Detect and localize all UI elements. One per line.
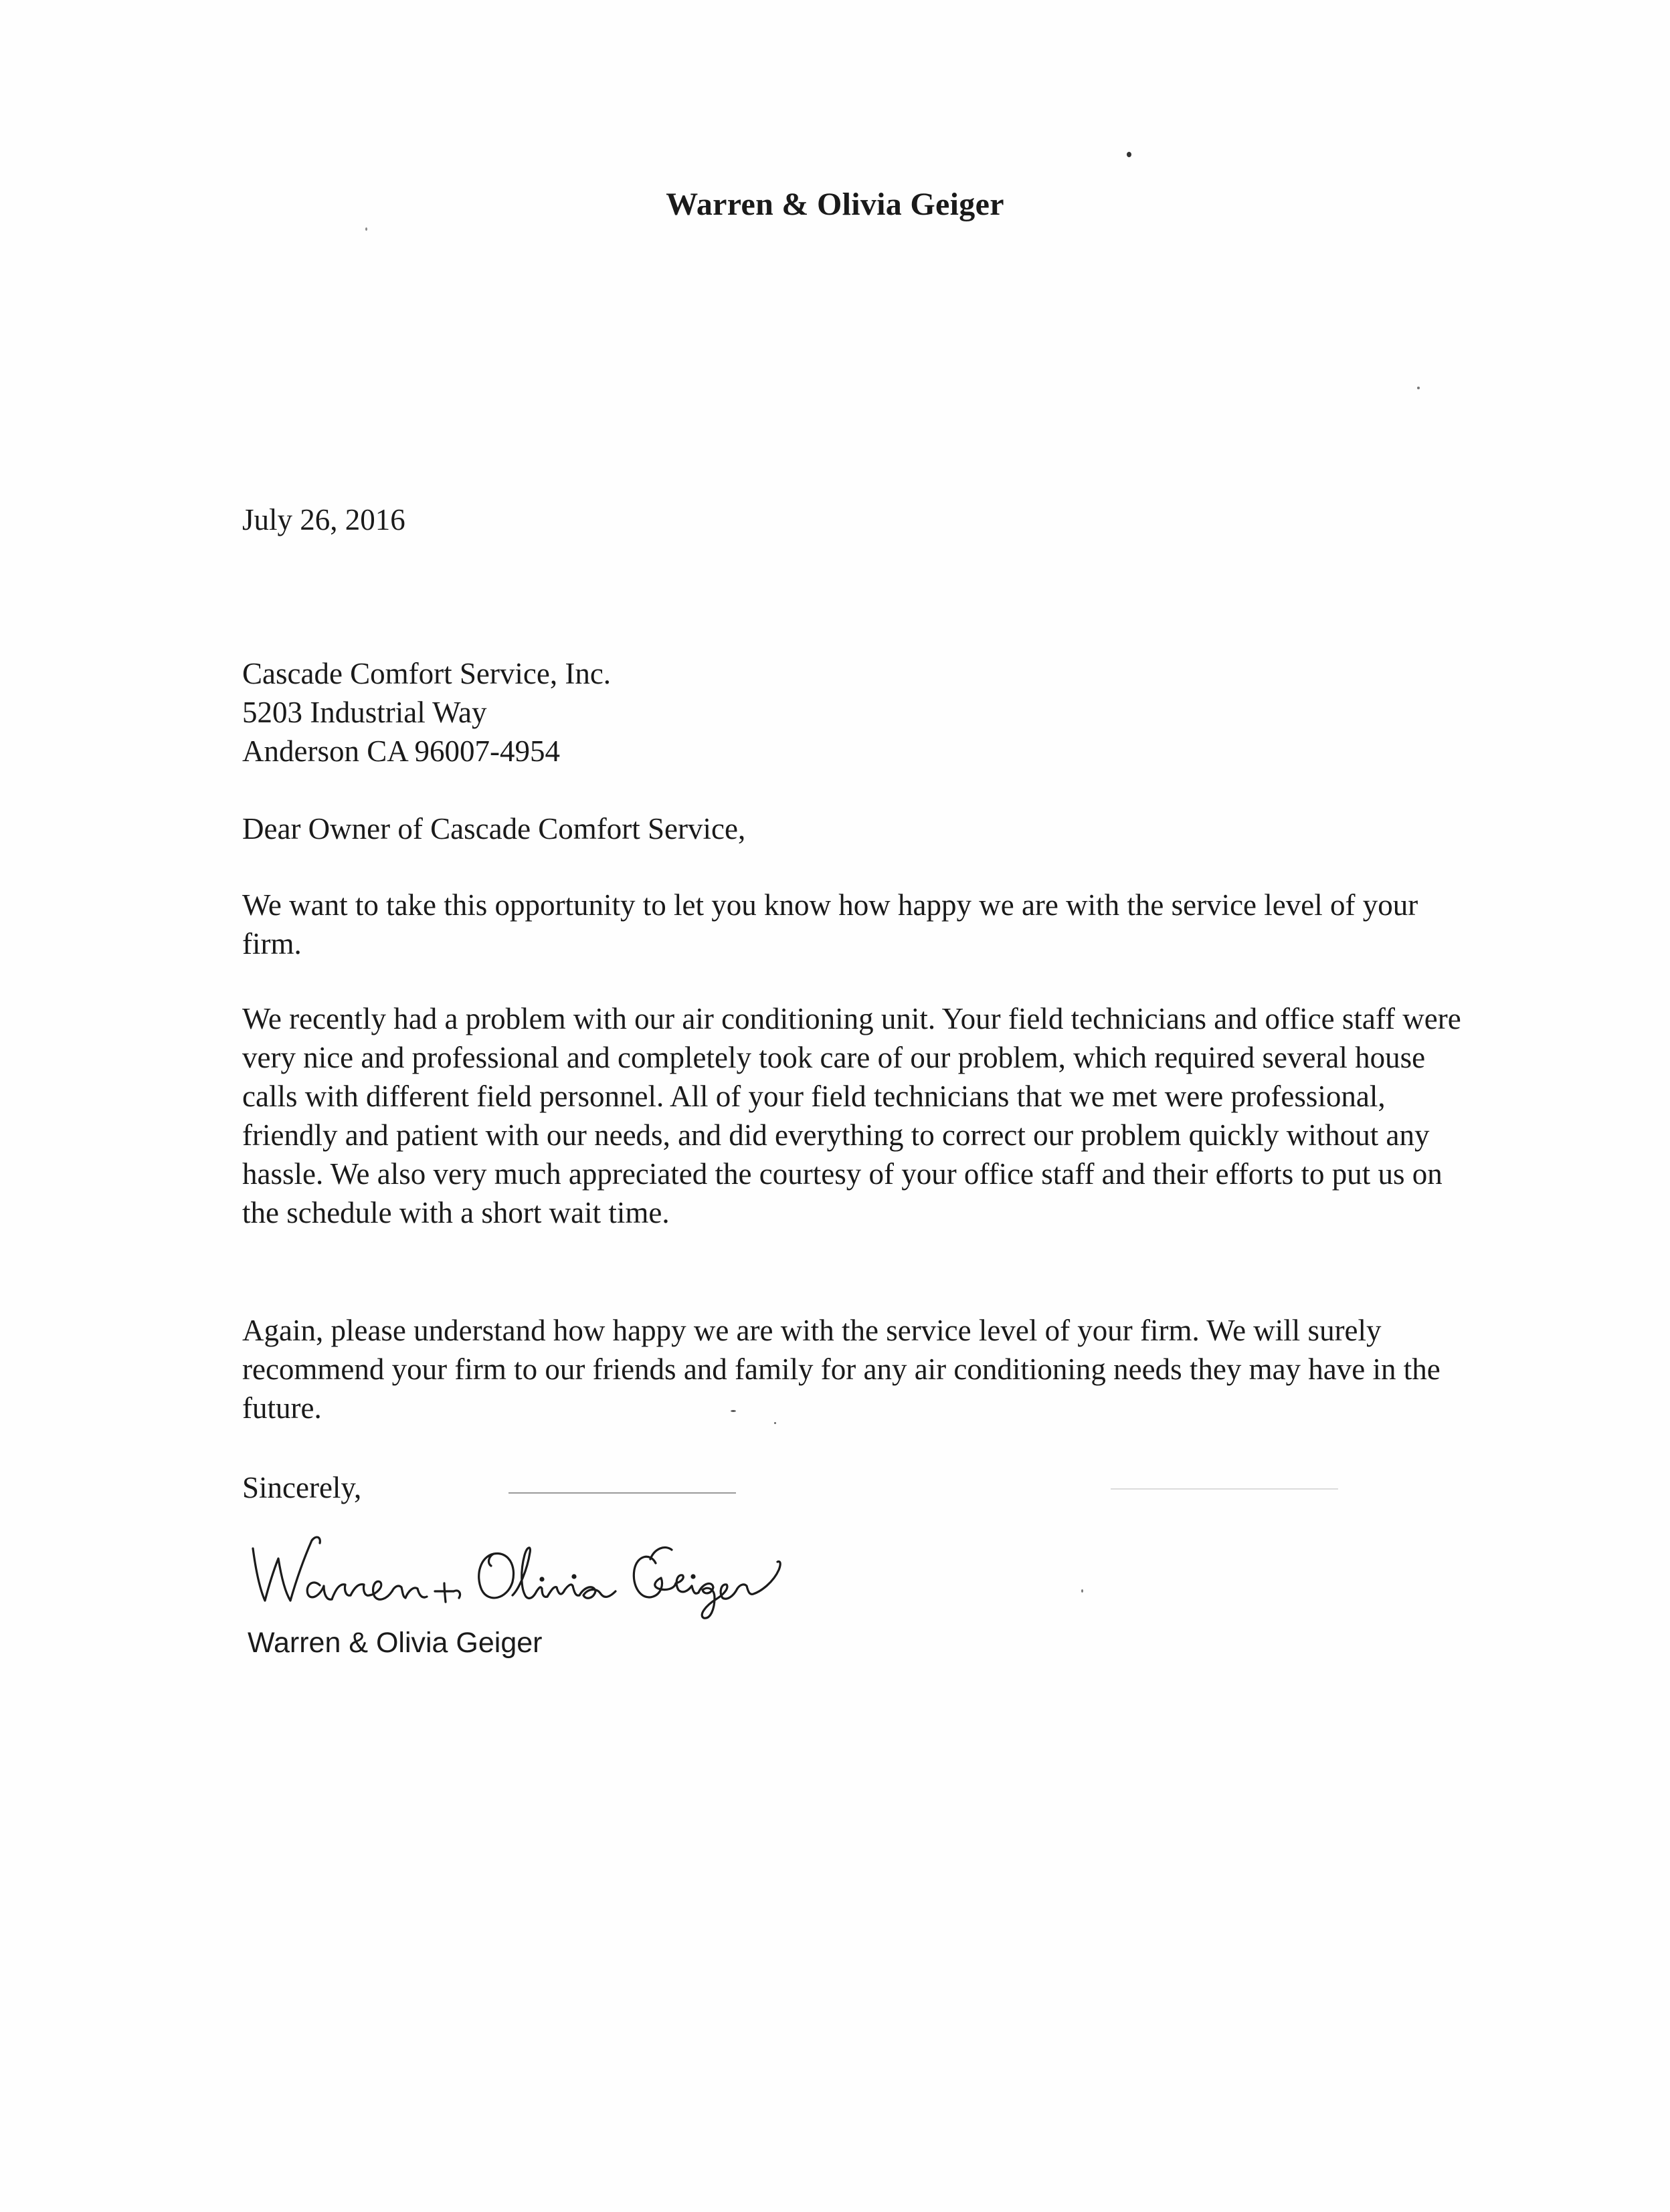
recipient-city-state-zip: Anderson CA 96007-4954 [242, 734, 560, 768]
printed-signer-name: Warren & Olivia Geiger [248, 1627, 543, 1659]
recipient-address [242, 654, 1467, 771]
scan-speck [774, 1422, 776, 1424]
paragraph-details: We recently had a problem with our air conditioning unit. Your field technicians and office staff were very nice and professional and completely took care of our problem, which required several house calls with different field personnel. All of your field technicians that we met were professional, friendly and patient with our needs, and did everything to correct our problem quickly without any hassle. We also very much appreciated the courtesy of your office staff and their efforts to put us on the schedule with a short wait time. [242, 1002, 1461, 1229]
salutation: Dear Owner of Cascade Comfort Service, [242, 812, 746, 845]
handwritten-signature [246, 1522, 822, 1622]
scan-speck [1417, 387, 1420, 389]
scan-speck [731, 1410, 736, 1412]
recipient-company: Cascade Comfort Service, Inc. [242, 657, 612, 690]
paragraph-recommendation: Again, please understand how happy we are with the service level of your firm. We will surely recommend your firm to our friends and family for any air conditioning needs they may have in the future. [242, 1314, 1441, 1425]
scan-speck [1081, 1589, 1083, 1593]
paragraph-intro: We want to take this opportunity to let you know how happy we are with the service level of your firm. [242, 888, 1418, 961]
closing: Sincerely, [242, 1471, 362, 1504]
letter-date: July 26, 2016 [242, 503, 405, 536]
scan-speck [1127, 152, 1131, 157]
letterhead-name: Warren & Olivia Geiger [666, 187, 1004, 222]
scan-rule [1111, 1488, 1338, 1490]
recipient-street: 5203 Industrial Way [242, 696, 487, 729]
scan-speck [365, 227, 367, 231]
scan-rule [508, 1492, 736, 1494]
